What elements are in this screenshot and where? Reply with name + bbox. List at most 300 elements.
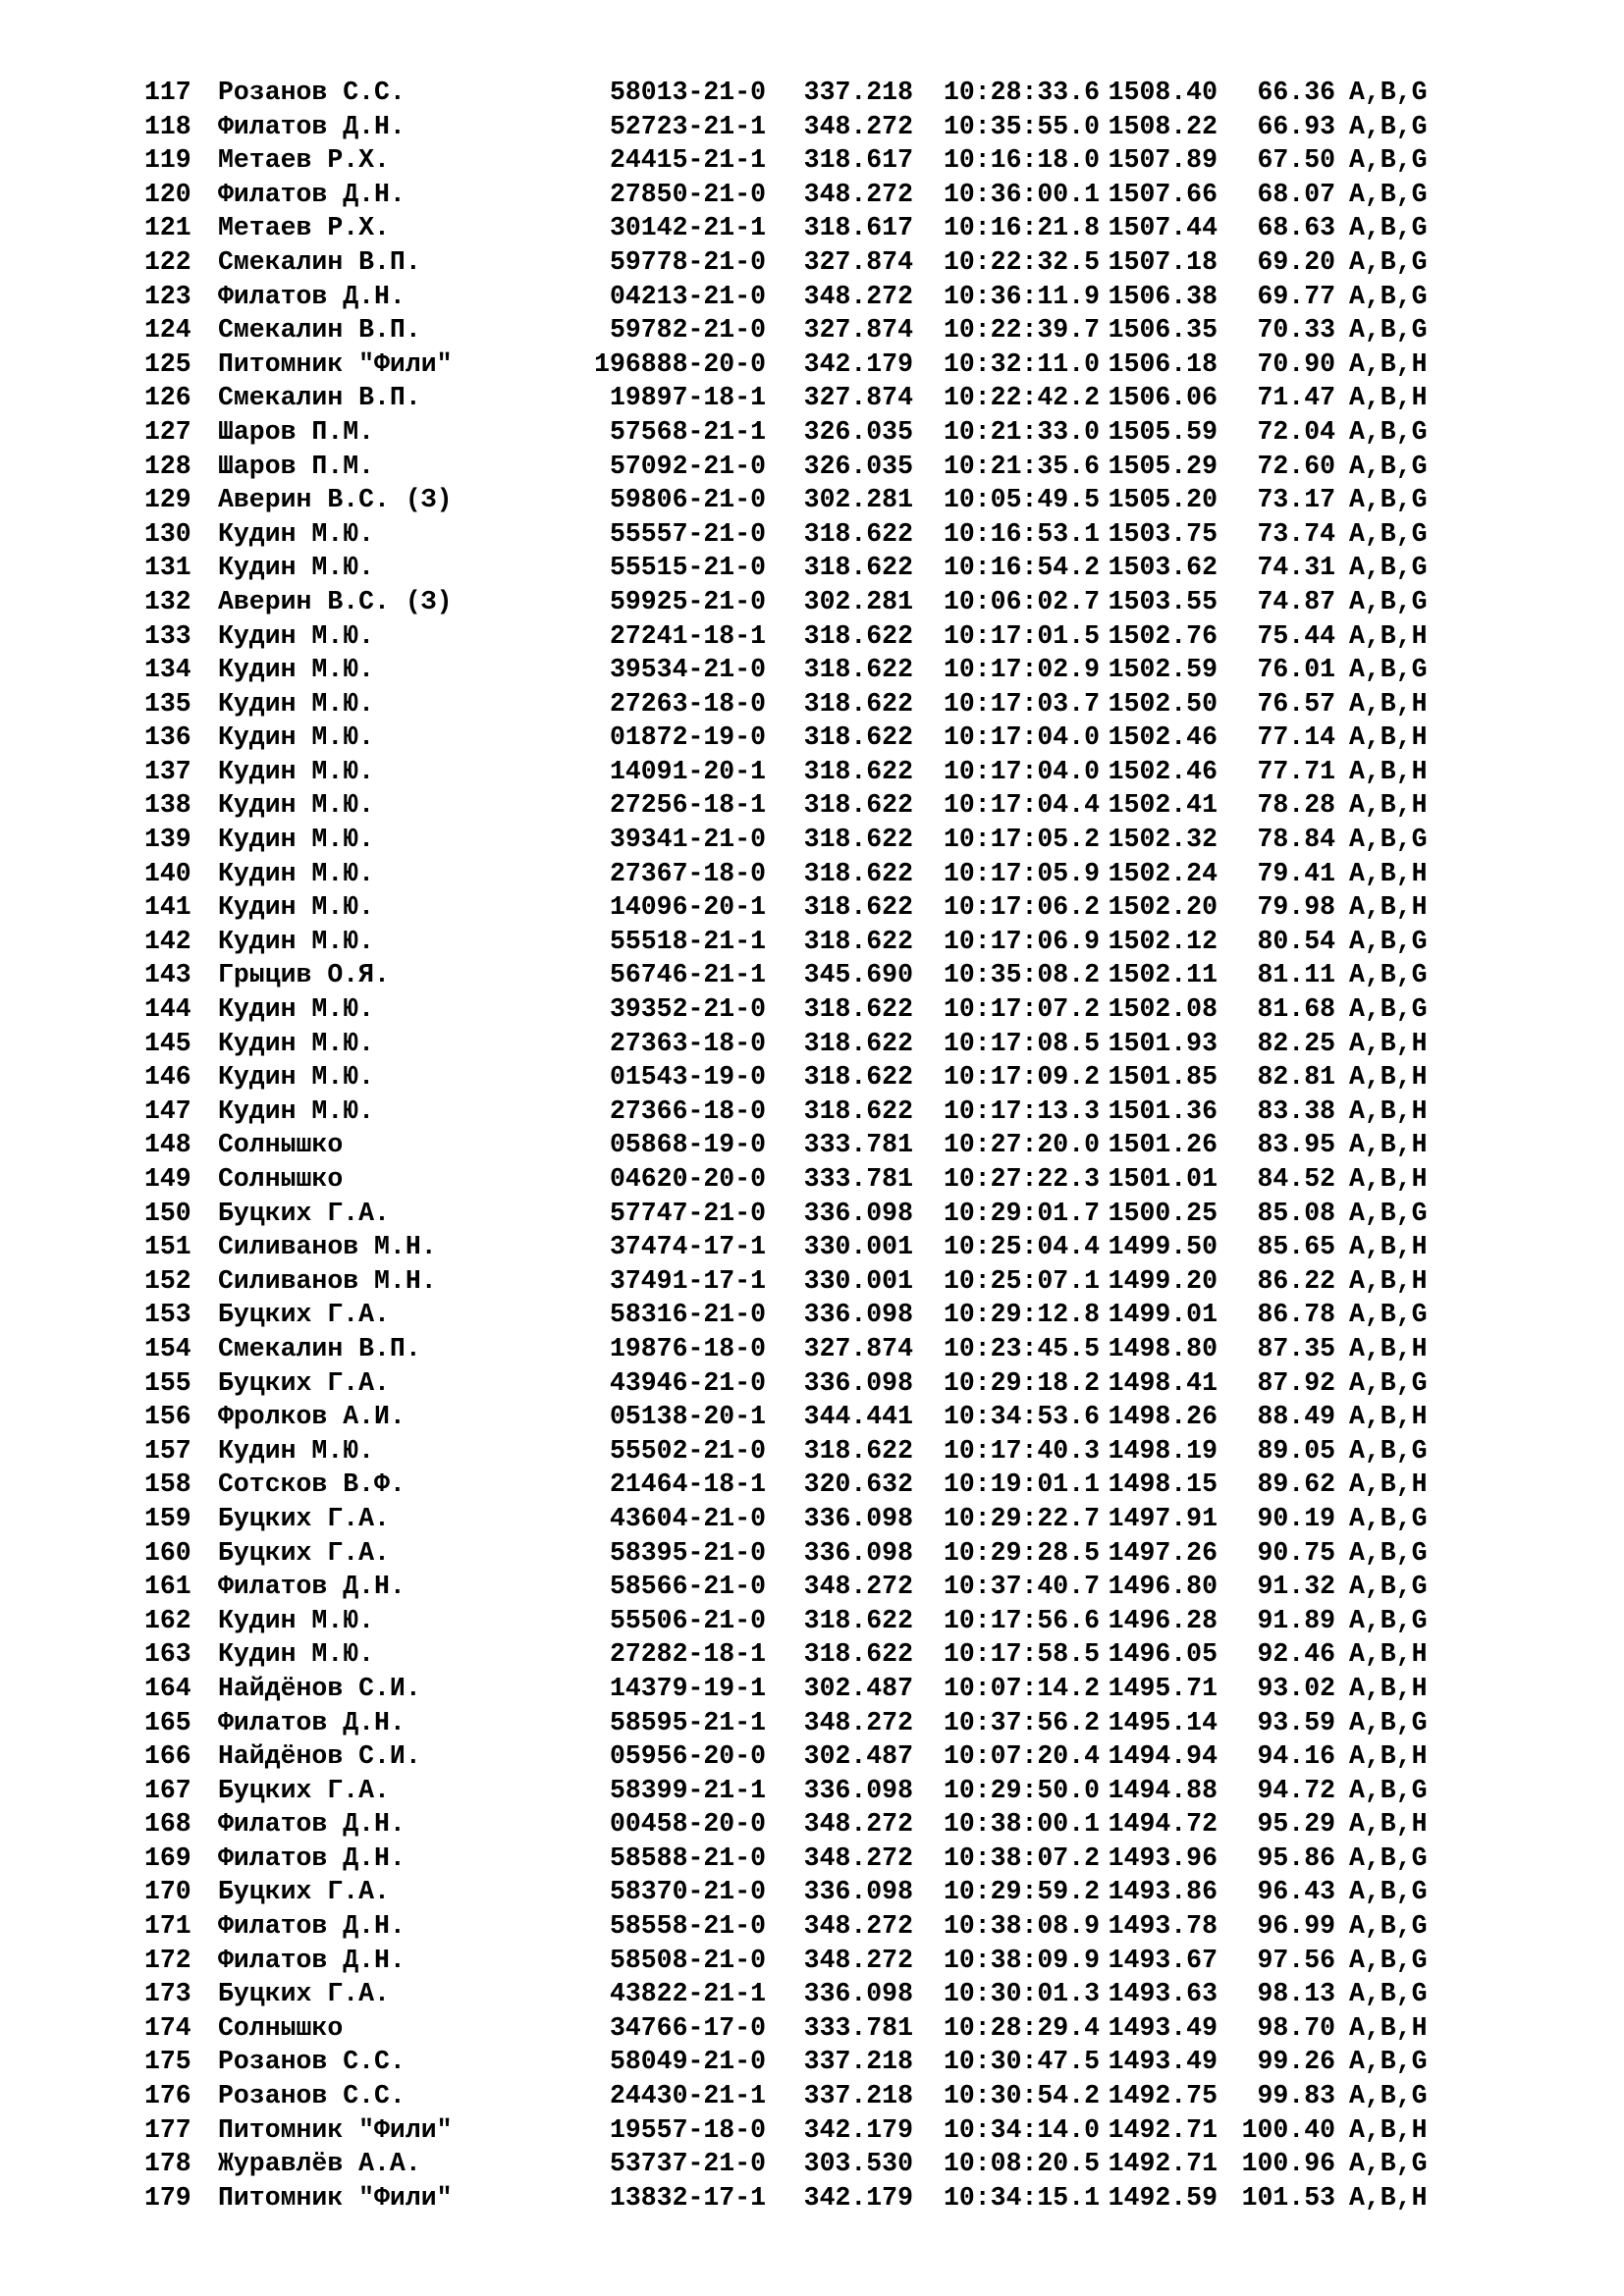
classes-cell: A,B,H [1349, 1469, 1428, 1500]
row-number-cell: 125 [144, 348, 191, 379]
arrival-time-cell: 10:16:53.1 [943, 518, 1100, 549]
distance-cell: 330.001 [803, 1265, 913, 1296]
table-row [144, 551, 1487, 585]
row-number-cell: 165 [144, 1707, 191, 1737]
distance-cell: 318.622 [803, 994, 913, 1025]
fancier-name-cell: Кудин М.Ю. [218, 790, 375, 821]
arrival-time-cell: 10:17:02.9 [943, 655, 1100, 685]
table-row [144, 1162, 1487, 1197]
points-cell: 76.01 [1257, 655, 1335, 685]
row-number-cell: 178 [144, 2149, 191, 2179]
fancier-name-cell: Силиванов М.Н. [218, 1265, 437, 1296]
table-row [144, 1807, 1487, 1842]
ring-number-cell: 05138-20-1 [609, 1402, 766, 1432]
speed-cell: 1493.67 [1108, 1945, 1218, 1975]
speed-cell: 1492.71 [1108, 2114, 1218, 2145]
classes-cell: A,B,H [1349, 383, 1428, 413]
row-number-cell: 149 [144, 1164, 191, 1194]
arrival-time-cell: 10:17:06.9 [943, 926, 1100, 956]
classes-cell: A,B,G [1349, 1877, 1428, 1907]
distance-cell: 318.622 [803, 553, 913, 583]
points-cell: 68.63 [1257, 213, 1335, 243]
arrival-time-cell: 10:25:07.1 [943, 1265, 1100, 1296]
speed-cell: 1496.28 [1108, 1605, 1218, 1635]
points-cell: 101.53 [1241, 2182, 1335, 2213]
classes-cell: A,B,H [1349, 1095, 1428, 1126]
distance-cell: 336.098 [803, 1877, 913, 1907]
table-row [144, 1095, 1487, 1129]
points-cell: 68.07 [1257, 179, 1335, 209]
distance-cell: 333.781 [803, 1130, 913, 1160]
classes-cell: A,B,G [1349, 78, 1428, 107]
ring-number-cell: 01543-19-0 [609, 1062, 766, 1093]
ring-number-cell: 58370-21-0 [609, 1877, 766, 1907]
fancier-name-cell: Метаев Р.Х. [218, 145, 390, 176]
speed-cell: 1507.89 [1108, 145, 1218, 176]
distance-cell: 318.622 [803, 722, 913, 753]
fancier-name-cell: Смекалин В.П. [218, 315, 421, 346]
table-row [144, 890, 1487, 925]
points-cell: 83.95 [1257, 1130, 1335, 1160]
ring-number-cell: 00458-20-0 [609, 1809, 766, 1840]
speed-cell: 1499.01 [1108, 1300, 1218, 1330]
ring-number-cell: 196888-20-0 [594, 348, 766, 379]
distance-cell: 336.098 [803, 1537, 913, 1568]
speed-cell: 1496.80 [1108, 1572, 1218, 1602]
fancier-name-cell: Фролков А.И. [218, 1402, 406, 1432]
distance-cell: 318.622 [803, 518, 913, 549]
distance-cell: 327.874 [803, 1333, 913, 1363]
points-cell: 89.05 [1257, 1435, 1335, 1466]
table-row [144, 687, 1487, 721]
fancier-name-cell: Кудин М.Ю. [218, 655, 375, 685]
distance-cell: 326.035 [803, 416, 913, 447]
classes-cell: A,B,G [1349, 451, 1428, 481]
arrival-time-cell: 10:28:29.4 [943, 2012, 1100, 2043]
table-row [144, 1264, 1487, 1299]
speed-cell: 1501.36 [1108, 1095, 1218, 1126]
ring-number-cell: 53737-21-0 [609, 2149, 766, 2179]
distance-cell: 337.218 [803, 2081, 913, 2111]
classes-cell: A,B,H [1349, 1028, 1428, 1058]
points-cell: 91.89 [1257, 1605, 1335, 1635]
distance-cell: 345.690 [803, 960, 913, 990]
row-number-cell: 148 [144, 1130, 191, 1160]
fancier-name-cell: Журавлёв А.А. [218, 2149, 421, 2179]
classes-cell: A,B,G [1349, 1198, 1428, 1228]
points-cell: 71.47 [1257, 383, 1335, 413]
row-number-cell: 140 [144, 858, 191, 888]
points-cell: 92.46 [1257, 1639, 1335, 1670]
ring-number-cell: 24430-21-1 [609, 2081, 766, 2111]
row-number-cell: 120 [144, 179, 191, 209]
fancier-name-cell: Грыцив О.Я. [218, 960, 390, 990]
fancier-name-cell: Филатов Д.Н. [218, 1707, 406, 1737]
points-cell: 91.32 [1257, 1572, 1335, 1602]
ring-number-cell: 57747-21-0 [609, 1198, 766, 1228]
distance-cell: 318.622 [803, 1028, 913, 1058]
ring-number-cell: 58395-21-0 [609, 1537, 766, 1568]
ring-number-cell: 59806-21-0 [609, 485, 766, 515]
speed-cell: 1492.71 [1108, 2149, 1218, 2179]
table-row [144, 1977, 1487, 2011]
table-row [144, 381, 1487, 415]
classes-cell: A,B,H [1349, 688, 1428, 719]
arrival-time-cell: 10:17:06.2 [943, 892, 1100, 923]
fancier-name-cell: Кудин М.Ю. [218, 1028, 375, 1058]
row-number-cell: 130 [144, 518, 191, 549]
ring-number-cell: 05956-20-0 [609, 1741, 766, 1772]
ring-number-cell: 58399-21-1 [609, 1775, 766, 1805]
speed-cell: 1493.86 [1108, 1877, 1218, 1907]
distance-cell: 344.441 [803, 1402, 913, 1432]
fancier-name-cell: Кудин М.Ю. [218, 858, 375, 888]
points-cell: 77.14 [1257, 722, 1335, 753]
fancier-name-cell: Кудин М.Ю. [218, 994, 375, 1025]
arrival-time-cell: 10:29:22.7 [943, 1503, 1100, 1533]
points-cell: 98.13 [1257, 1979, 1335, 2009]
distance-cell: 348.272 [803, 1945, 913, 1975]
speed-cell: 1498.15 [1108, 1469, 1218, 1500]
table-row [144, 992, 1487, 1027]
row-number-cell: 138 [144, 790, 191, 821]
table-row [144, 585, 1487, 619]
row-number-cell: 166 [144, 1741, 191, 1772]
fancier-name-cell: Филатов Д.Н. [218, 1809, 406, 1840]
classes-cell: A,B,G [1349, 485, 1428, 515]
table-row [144, 76, 1487, 110]
fancier-name-cell: Смекалин В.П. [218, 246, 421, 277]
fancier-name-cell: Кудин М.Ю. [218, 722, 375, 753]
points-cell: 83.38 [1257, 1095, 1335, 1126]
ring-number-cell: 14379-19-1 [609, 1673, 766, 1703]
ring-number-cell: 37491-17-1 [609, 1265, 766, 1296]
ring-number-cell: 37474-17-1 [609, 1232, 766, 1262]
speed-cell: 1501.85 [1108, 1062, 1218, 1093]
arrival-time-cell: 10:17:04.0 [943, 722, 1100, 753]
points-cell: 94.72 [1257, 1775, 1335, 1805]
table-row [144, 2011, 1487, 2046]
fancier-name-cell: Кудин М.Ю. [218, 553, 375, 583]
distance-cell: 327.874 [803, 246, 913, 277]
fancier-name-cell: Буцких Г.А. [218, 1537, 390, 1568]
speed-cell: 1501.26 [1108, 1130, 1218, 1160]
row-number-cell: 117 [144, 78, 191, 107]
row-number-cell: 157 [144, 1435, 191, 1466]
table-row [144, 1197, 1487, 1231]
ring-number-cell: 19876-18-0 [609, 1333, 766, 1363]
points-cell: 66.36 [1257, 78, 1335, 107]
speed-cell: 1499.20 [1108, 1265, 1218, 1296]
ring-number-cell: 39352-21-0 [609, 994, 766, 1025]
points-cell: 85.08 [1257, 1198, 1335, 1228]
ring-number-cell: 43822-21-1 [609, 1979, 766, 2009]
table-row [144, 313, 1487, 347]
row-number-cell: 159 [144, 1503, 191, 1533]
classes-cell: A,B,G [1349, 518, 1428, 549]
row-number-cell: 172 [144, 1945, 191, 1975]
distance-cell: 342.179 [803, 348, 913, 379]
row-number-cell: 144 [144, 994, 191, 1025]
speed-cell: 1492.59 [1108, 2182, 1218, 2213]
table-row [144, 415, 1487, 450]
table-row [144, 1637, 1487, 1672]
arrival-time-cell: 10:34:53.6 [943, 1402, 1100, 1432]
speed-cell: 1506.38 [1108, 281, 1218, 311]
distance-cell: 303.530 [803, 2149, 913, 2179]
arrival-time-cell: 10:35:08.2 [943, 960, 1100, 990]
ring-number-cell: 55506-21-0 [609, 1605, 766, 1635]
fancier-name-cell: Кудин М.Ю. [218, 825, 375, 855]
classes-cell: A,B,H [1349, 790, 1428, 821]
fancier-name-cell: Филатов Д.Н. [218, 1945, 406, 1975]
speed-cell: 1507.18 [1108, 246, 1218, 277]
distance-cell: 318.622 [803, 858, 913, 888]
distance-cell: 333.781 [803, 1164, 913, 1194]
table-row [144, 755, 1487, 789]
distance-cell: 318.622 [803, 1435, 913, 1466]
arrival-time-cell: 10:17:04.4 [943, 790, 1100, 821]
table-row [144, 1027, 1487, 1061]
distance-cell: 318.622 [803, 892, 913, 923]
speed-cell: 1493.96 [1108, 1842, 1218, 1873]
fancier-name-cell: Питомник "Фили" [218, 348, 453, 379]
row-number-cell: 132 [144, 586, 191, 616]
table-row [144, 1060, 1487, 1095]
distance-cell: 348.272 [803, 111, 913, 141]
fancier-name-cell: Кудин М.Ю. [218, 926, 375, 956]
fancier-name-cell: Кудин М.Ю. [218, 892, 375, 923]
row-number-cell: 168 [144, 1809, 191, 1840]
points-cell: 77.71 [1257, 756, 1335, 786]
ring-number-cell: 04213-21-0 [609, 281, 766, 311]
speed-cell: 1495.71 [1108, 1673, 1218, 1703]
fancier-name-cell: Розанов С.С. [218, 2081, 406, 2111]
row-number-cell: 161 [144, 1572, 191, 1602]
speed-cell: 1506.35 [1108, 315, 1218, 346]
ring-number-cell: 58595-21-1 [609, 1707, 766, 1737]
speed-cell: 1501.01 [1108, 1164, 1218, 1194]
arrival-time-cell: 10:29:50.0 [943, 1775, 1100, 1805]
speed-cell: 1506.06 [1108, 383, 1218, 413]
table-row [144, 1774, 1487, 1808]
distance-cell: 318.622 [803, 620, 913, 651]
distance-cell: 336.098 [803, 1300, 913, 1330]
classes-cell: A,B,G [1349, 825, 1428, 855]
fancier-name-cell: Буцких Г.А. [218, 1877, 390, 1907]
ring-number-cell: 58013-21-0 [609, 78, 766, 107]
fancier-name-cell: Питомник "Фили" [218, 2182, 453, 2213]
table-row [144, 2113, 1487, 2148]
ring-number-cell: 05868-19-0 [609, 1130, 766, 1160]
arrival-time-cell: 10:28:33.6 [943, 78, 1100, 107]
points-cell: 81.68 [1257, 994, 1335, 1025]
speed-cell: 1503.62 [1108, 553, 1218, 583]
distance-cell: 348.272 [803, 1911, 913, 1942]
distance-cell: 318.622 [803, 655, 913, 685]
table-row [144, 619, 1487, 654]
arrival-time-cell: 10:27:22.3 [943, 1164, 1100, 1194]
fancier-name-cell: Филатов Д.Н. [218, 179, 406, 209]
ring-number-cell: 13832-17-1 [609, 2182, 766, 2213]
classes-cell: A,B,G [1349, 1537, 1428, 1568]
points-cell: 100.40 [1241, 2114, 1335, 2145]
points-cell: 70.90 [1257, 348, 1335, 379]
table-row [144, 1298, 1487, 1332]
arrival-time-cell: 10:29:18.2 [943, 1367, 1100, 1398]
classes-cell: A,B,G [1349, 246, 1428, 277]
fancier-name-cell: Питомник "Фили" [218, 2114, 453, 2145]
points-cell: 97.56 [1257, 1945, 1335, 1975]
speed-cell: 1505.29 [1108, 451, 1218, 481]
distance-cell: 318.622 [803, 825, 913, 855]
fancier-name-cell: Солнышко [218, 2012, 344, 2043]
distance-cell: 318.622 [803, 756, 913, 786]
fancier-name-cell: Розанов С.С. [218, 78, 406, 107]
arrival-time-cell: 10:37:40.7 [943, 1572, 1100, 1602]
fancier-name-cell: Буцких Г.А. [218, 1198, 390, 1228]
points-cell: 79.41 [1257, 858, 1335, 888]
speed-cell: 1494.72 [1108, 1809, 1218, 1840]
distance-cell: 318.622 [803, 790, 913, 821]
classes-cell: A,B,G [1349, 1605, 1428, 1635]
speed-cell: 1502.41 [1108, 790, 1218, 821]
ring-number-cell: 57092-21-0 [609, 451, 766, 481]
fancier-name-cell: Шаров П.М. [218, 451, 375, 481]
fancier-name-cell: Сотсков В.Ф. [218, 1469, 406, 1500]
row-number-cell: 167 [144, 1775, 191, 1805]
ring-number-cell: 59782-21-0 [609, 315, 766, 346]
distance-cell: 337.218 [803, 2047, 913, 2077]
ring-number-cell: 59778-21-0 [609, 246, 766, 277]
table-row [144, 925, 1487, 959]
fancier-name-cell: Солнышко [218, 1164, 344, 1194]
fancier-name-cell: Кудин М.Ю. [218, 1639, 375, 1670]
arrival-time-cell: 10:17:58.5 [943, 1639, 1100, 1670]
fancier-name-cell: Кудин М.Ю. [218, 518, 375, 549]
fancier-name-cell: Филатов Д.Н. [218, 1842, 406, 1873]
arrival-time-cell: 10:16:21.8 [943, 213, 1100, 243]
points-cell: 99.83 [1257, 2081, 1335, 2111]
arrival-time-cell: 10:34:15.1 [943, 2182, 1100, 2213]
speed-cell: 1492.75 [1108, 2081, 1218, 2111]
distance-cell: 348.272 [803, 1572, 913, 1602]
arrival-time-cell: 10:16:54.2 [943, 553, 1100, 583]
speed-cell: 1507.44 [1108, 213, 1218, 243]
row-number-cell: 122 [144, 246, 191, 277]
classes-cell: A,B,H [1349, 756, 1428, 786]
row-number-cell: 156 [144, 1402, 191, 1432]
points-cell: 67.50 [1257, 145, 1335, 176]
ring-number-cell: 14091-20-1 [609, 756, 766, 786]
arrival-time-cell: 10:32:11.0 [943, 348, 1100, 379]
points-cell: 78.28 [1257, 790, 1335, 821]
table-row [144, 1706, 1487, 1740]
ring-number-cell: 27282-18-1 [609, 1639, 766, 1670]
speed-cell: 1498.80 [1108, 1333, 1218, 1363]
speed-cell: 1493.78 [1108, 1911, 1218, 1942]
speed-cell: 1497.26 [1108, 1537, 1218, 1568]
distance-cell: 318.622 [803, 926, 913, 956]
row-number-cell: 145 [144, 1028, 191, 1058]
points-cell: 72.60 [1257, 451, 1335, 481]
arrival-time-cell: 10:08:20.5 [943, 2149, 1100, 2179]
table-row [144, 788, 1487, 823]
row-number-cell: 128 [144, 451, 191, 481]
classes-cell: A,B,G [1349, 145, 1428, 176]
fancier-name-cell: Шаров П.М. [218, 416, 375, 447]
row-number-cell: 177 [144, 2114, 191, 2145]
arrival-time-cell: 10:06:02.7 [943, 586, 1100, 616]
table-row [144, 110, 1487, 144]
arrival-time-cell: 10:17:04.0 [943, 756, 1100, 786]
points-cell: 95.29 [1257, 1809, 1335, 1840]
row-number-cell: 147 [144, 1095, 191, 1126]
points-cell: 79.98 [1257, 892, 1335, 923]
points-cell: 93.02 [1257, 1673, 1335, 1703]
classes-cell: A,B,H [1349, 1130, 1428, 1160]
arrival-time-cell: 10:19:01.1 [943, 1469, 1100, 1500]
row-number-cell: 121 [144, 213, 191, 243]
points-cell: 72.04 [1257, 416, 1335, 447]
distance-cell: 348.272 [803, 281, 913, 311]
points-cell: 66.93 [1257, 111, 1335, 141]
table-row [144, 450, 1487, 484]
row-number-cell: 139 [144, 825, 191, 855]
distance-cell: 342.179 [803, 2182, 913, 2213]
table-row [144, 1842, 1487, 1876]
arrival-time-cell: 10:17:13.3 [943, 1095, 1100, 1126]
arrival-time-cell: 10:37:56.2 [943, 1707, 1100, 1737]
row-number-cell: 146 [144, 1062, 191, 1093]
fancier-name-cell: Силиванов М.Н. [218, 1232, 437, 1262]
points-cell: 98.70 [1257, 2012, 1335, 2043]
speed-cell: 1498.19 [1108, 1435, 1218, 1466]
ring-number-cell: 14096-20-1 [609, 892, 766, 923]
classes-cell: A,B,H [1349, 1402, 1428, 1432]
points-cell: 74.31 [1257, 553, 1335, 583]
points-cell: 73.74 [1257, 518, 1335, 549]
fancier-name-cell: Аверин В.С. (З) [218, 586, 453, 616]
row-number-cell: 126 [144, 383, 191, 413]
speed-cell: 1498.41 [1108, 1367, 1218, 1398]
row-number-cell: 143 [144, 960, 191, 990]
distance-cell: 327.874 [803, 315, 913, 346]
ring-number-cell: 27363-18-0 [609, 1028, 766, 1058]
fancier-name-cell: Буцких Г.А. [218, 1367, 390, 1398]
row-number-cell: 127 [144, 416, 191, 447]
table-row [144, 178, 1487, 212]
table-row [144, 653, 1487, 687]
arrival-time-cell: 10:21:35.6 [943, 451, 1100, 481]
points-cell: 100.96 [1241, 2149, 1335, 2179]
classes-cell: A,B,G [1349, 994, 1428, 1025]
ring-number-cell: 01872-19-0 [609, 722, 766, 753]
table-row [144, 1536, 1487, 1571]
fancier-name-cell: Кудин М.Ю. [218, 756, 375, 786]
speed-cell: 1508.22 [1108, 111, 1218, 141]
ring-number-cell: 43604-21-0 [609, 1503, 766, 1533]
table-row [144, 1230, 1487, 1264]
ring-number-cell: 55518-21-1 [609, 926, 766, 956]
speed-cell: 1502.08 [1108, 994, 1218, 1025]
classes-cell: A,B,G [1349, 179, 1428, 209]
row-number-cell: 170 [144, 1877, 191, 1907]
arrival-time-cell: 10:25:04.4 [943, 1232, 1100, 1262]
classes-cell: A,B,G [1349, 111, 1428, 141]
speed-cell: 1497.91 [1108, 1503, 1218, 1533]
ring-number-cell: 19897-18-1 [609, 383, 766, 413]
